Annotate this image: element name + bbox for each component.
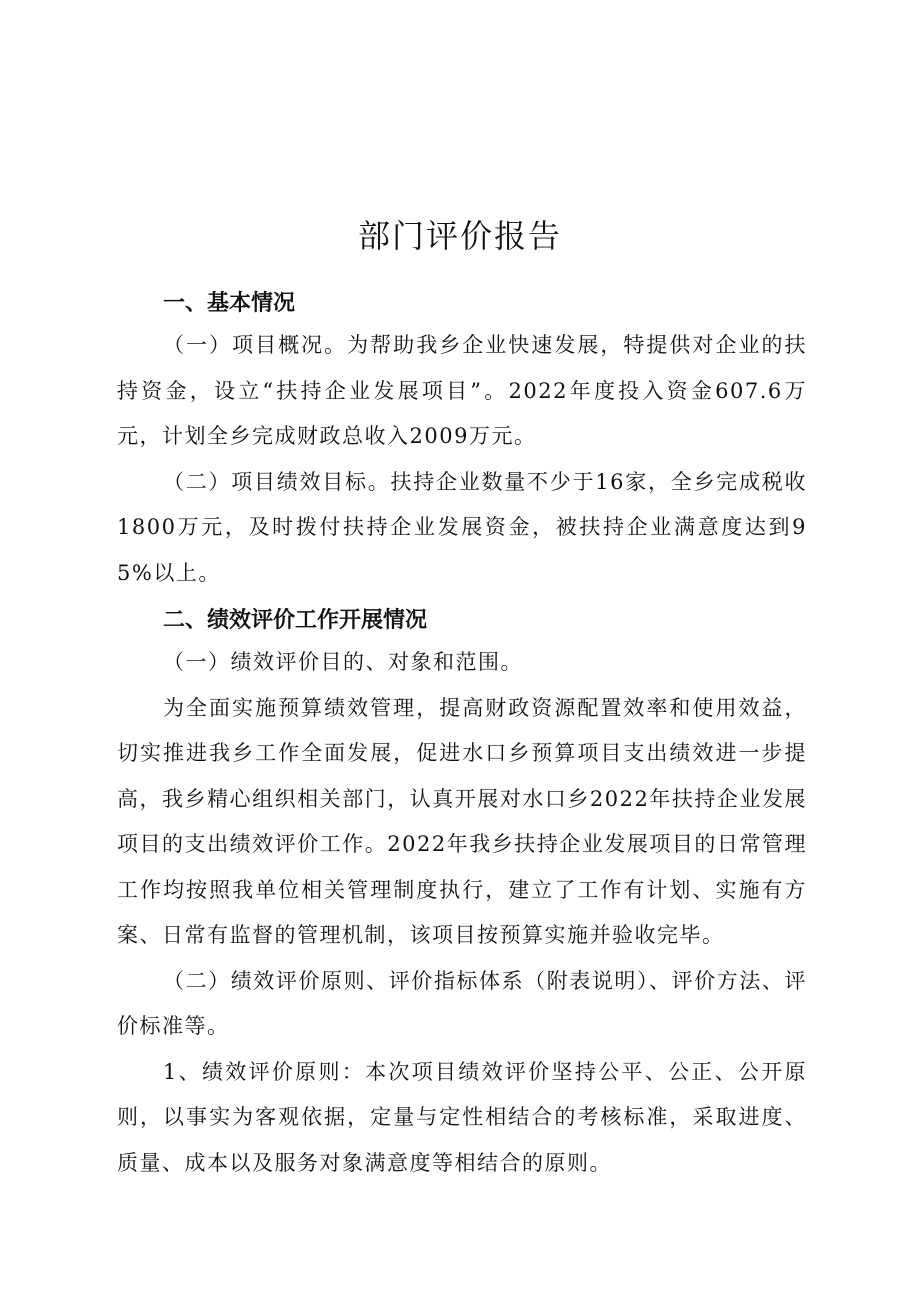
paragraph-evaluation-principles-heading: （二）绩效评价原则、评价指标体系（附表说明）、评价方法、评价标准等。 xyxy=(117,968,807,1038)
section-heading-evaluation-work: 二、绩效评价工作开展情况 xyxy=(163,608,428,633)
paragraph-performance-goals: （二）项目绩效目标。扶持企业数量不少于16家，全乡完成税收1800万元，及时拨付扶持企业发展资金，被扶持企业满意度达到95%以上。 xyxy=(117,469,807,585)
page-title: 部门评价报告 xyxy=(357,217,562,255)
paragraph-evaluation-principles: 1、绩效评价原则：本次项目绩效评价坚持公平、公正、公开原则，以事实为客观依据，定量与定性相结合的考核标准，采取进度、质量、成本以及服务对象满意度等相结合的原则。 xyxy=(117,1059,807,1175)
paragraph-evaluation-purpose: （一）绩效评价目的、对象和范围。 xyxy=(163,650,523,674)
section-heading-basic-info: 一、基本情况 xyxy=(163,291,296,316)
paragraph-evaluation-body: 为全面实施预算绩效管理，提高财政资源配置效率和使用效益，切实推进我乡工作全面发展，促进水口乡预算项目支出绩效进一步提高，我乡精心组织相关部门，认真开展对水口乡2022年扶持企业发展项目的支出绩效评价工作。2022年我乡扶持企业发展项目的日常管理工作均按照我单位相关管理制度执行，建立了工作有计划、实施有方案、日常有监督的管理机制，该项目按预算实施并验收完毕。 xyxy=(117,695,807,947)
document-body xyxy=(117,285,807,1186)
paragraph-project-overview: （一）项目概况。为帮助我乡企业快速发展，特提供对企业的扶持资金，设立“扶持企业发展项目”。2022年度投入资金607.6万元，计划全乡完成财政总收入2009万元。 xyxy=(117,333,807,448)
